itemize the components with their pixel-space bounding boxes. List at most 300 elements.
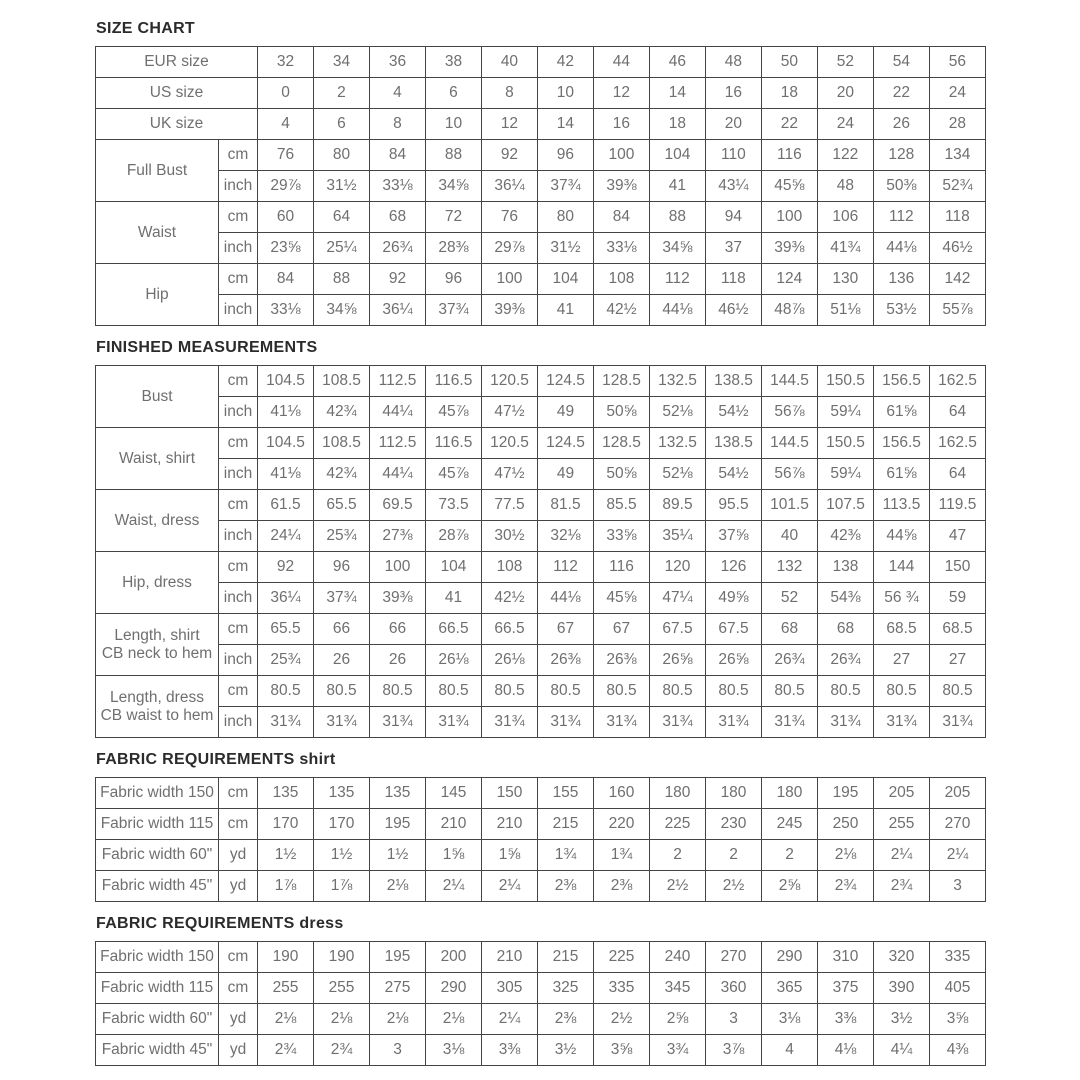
value-cell: 10 <box>425 109 481 140</box>
value-cell: 32⅛ <box>538 521 594 552</box>
value-cell: 80.5 <box>258 676 314 707</box>
section-title-fabric-requirements-dress: FABRIC REQUIREMENTS dress <box>96 915 344 932</box>
table-row <box>96 521 986 552</box>
unit-cell: yd <box>219 871 258 902</box>
value-cell: 49 <box>538 397 594 428</box>
value-cell: 2⅛ <box>258 1004 314 1035</box>
value-cell: 96 <box>425 264 481 295</box>
unit-cell: yd <box>219 840 258 871</box>
value-cell: 205 <box>930 778 986 809</box>
value-cell: 54½ <box>706 397 762 428</box>
row-label-cell: Waist <box>96 202 219 264</box>
table-row <box>96 47 986 78</box>
value-cell: 41 <box>426 583 482 614</box>
value-cell: 26¾ <box>369 233 425 264</box>
value-cell: 41⅛ <box>258 459 314 490</box>
value-cell: 112.5 <box>370 428 426 459</box>
value-cell: 72 <box>425 202 481 233</box>
value-cell: 225 <box>594 942 650 973</box>
value-cell: 3⅝ <box>594 1035 650 1066</box>
value-cell: 27 <box>874 645 930 676</box>
value-cell: 20 <box>817 78 873 109</box>
table-row <box>96 1004 986 1035</box>
value-cell: 40 <box>481 47 537 78</box>
value-cell: 40 <box>762 521 818 552</box>
value-cell: 2¾ <box>258 1035 314 1066</box>
value-cell: 68 <box>369 202 425 233</box>
value-cell: 120 <box>650 552 706 583</box>
value-cell: 76 <box>258 140 314 171</box>
value-cell: 52¾ <box>929 171 985 202</box>
value-cell: 156.5 <box>874 428 930 459</box>
value-cell: 95.5 <box>706 490 762 521</box>
value-cell: 120.5 <box>482 366 538 397</box>
value-cell: 3½ <box>538 1035 594 1066</box>
unit-cell: cm <box>219 778 258 809</box>
value-cell: 33⅛ <box>369 171 425 202</box>
value-cell: 270 <box>706 942 762 973</box>
value-cell: 255 <box>258 973 314 1004</box>
value-cell: 142 <box>929 264 985 295</box>
value-cell: 4 <box>762 1035 818 1066</box>
value-cell: 96 <box>537 140 593 171</box>
value-cell: 138.5 <box>706 428 762 459</box>
value-cell: 124 <box>761 264 817 295</box>
value-cell: 31¾ <box>258 707 314 738</box>
value-cell: 45⅞ <box>426 459 482 490</box>
value-cell: 2⅛ <box>314 1004 370 1035</box>
value-cell: 104.5 <box>258 366 314 397</box>
table-row <box>96 614 986 645</box>
value-cell: 53½ <box>873 295 929 326</box>
value-cell: 80.5 <box>706 676 762 707</box>
value-cell: 130 <box>817 264 873 295</box>
row-label-cell: Waist, shirt <box>96 428 219 490</box>
value-cell: 1⅝ <box>482 840 538 871</box>
table-row <box>96 78 986 109</box>
value-cell: 3 <box>706 1004 762 1035</box>
value-cell: 42⅜ <box>818 521 874 552</box>
value-cell: 64 <box>930 459 986 490</box>
table-row <box>96 109 986 140</box>
value-cell: 25¼ <box>314 233 370 264</box>
row-label-cell: Fabric width 60" <box>96 840 219 871</box>
value-cell: 1¾ <box>594 840 650 871</box>
value-cell: 104 <box>649 140 705 171</box>
section-fabric-requirements-shirt <box>95 751 986 902</box>
value-cell: 210 <box>482 942 538 973</box>
row-label-cell: Bust <box>96 366 219 428</box>
value-cell: 34⅝ <box>425 171 481 202</box>
table-row <box>96 1035 986 1066</box>
value-cell: 1⅝ <box>426 840 482 871</box>
value-cell: 2¾ <box>874 871 930 902</box>
value-cell: 375 <box>818 973 874 1004</box>
value-cell: 100 <box>761 202 817 233</box>
value-cell: 220 <box>594 809 650 840</box>
unit-cell: cm <box>219 202 258 233</box>
value-cell: 2¾ <box>314 1035 370 1066</box>
value-cell: 42 <box>537 47 593 78</box>
value-cell: 26⅝ <box>706 645 762 676</box>
value-cell: 42¾ <box>314 397 370 428</box>
value-cell: 135 <box>370 778 426 809</box>
value-cell: 2¼ <box>930 840 986 871</box>
value-cell: 390 <box>874 973 930 1004</box>
value-cell: 80.5 <box>874 676 930 707</box>
value-cell: 45⅝ <box>594 583 650 614</box>
row-label-cell: Full Bust <box>96 140 219 202</box>
value-cell: 4 <box>369 78 425 109</box>
value-cell: 2½ <box>594 1004 650 1035</box>
value-cell: 195 <box>818 778 874 809</box>
row-label-cell: Fabric width 45" <box>96 1035 219 1066</box>
value-cell: 108.5 <box>314 366 370 397</box>
row-label-cell: US size <box>96 78 258 109</box>
value-cell: 1⅞ <box>258 871 314 902</box>
value-cell: 45⅝ <box>761 171 817 202</box>
unit-cell: inch <box>219 295 258 326</box>
value-cell: 14 <box>649 78 705 109</box>
value-cell: 112 <box>538 552 594 583</box>
value-cell: 50⅝ <box>594 397 650 428</box>
value-cell: 107.5 <box>818 490 874 521</box>
value-cell: 24 <box>817 109 873 140</box>
value-cell: 124.5 <box>538 366 594 397</box>
value-cell: 134 <box>929 140 985 171</box>
value-cell: 290 <box>762 942 818 973</box>
value-cell: 80.5 <box>426 676 482 707</box>
unit-cell: cm <box>219 676 258 707</box>
value-cell: 26⅜ <box>538 645 594 676</box>
value-cell: 39⅜ <box>761 233 817 264</box>
table-row <box>96 809 986 840</box>
unit-cell: inch <box>219 397 258 428</box>
value-cell: 144.5 <box>762 428 818 459</box>
value-cell: 36¼ <box>481 171 537 202</box>
value-cell: 50⅝ <box>594 459 650 490</box>
value-cell: 31¾ <box>818 707 874 738</box>
value-cell: 6 <box>425 78 481 109</box>
value-cell: 205 <box>874 778 930 809</box>
value-cell: 26⅜ <box>594 645 650 676</box>
value-cell: 37¾ <box>425 295 481 326</box>
value-cell: 2⅛ <box>818 840 874 871</box>
value-cell: 68 <box>818 614 874 645</box>
value-cell: 1½ <box>370 840 426 871</box>
value-cell: 31¾ <box>370 707 426 738</box>
value-cell: 36¼ <box>369 295 425 326</box>
value-cell: 136 <box>873 264 929 295</box>
value-cell: 41 <box>537 295 593 326</box>
value-cell: 3⅛ <box>762 1004 818 1035</box>
value-cell: 80.5 <box>650 676 706 707</box>
value-cell: 31¾ <box>314 707 370 738</box>
value-cell: 144.5 <box>762 366 818 397</box>
value-cell: 128.5 <box>594 428 650 459</box>
value-cell: 3⅝ <box>930 1004 986 1035</box>
value-cell: 28 <box>929 109 985 140</box>
value-cell: 84 <box>593 202 649 233</box>
value-cell: 6 <box>314 109 370 140</box>
value-cell: 116 <box>594 552 650 583</box>
value-cell: 52 <box>762 583 818 614</box>
value-cell: 39⅜ <box>481 295 537 326</box>
value-cell: 42¾ <box>314 459 370 490</box>
value-cell: 26¾ <box>818 645 874 676</box>
value-cell: 2⅝ <box>650 1004 706 1035</box>
value-cell: 44⅛ <box>873 233 929 264</box>
value-cell: 100 <box>370 552 426 583</box>
value-cell: 145 <box>426 778 482 809</box>
value-cell: 39⅜ <box>370 583 426 614</box>
value-cell: 31¾ <box>706 707 762 738</box>
value-cell: 26 <box>873 109 929 140</box>
value-cell: 67 <box>538 614 594 645</box>
row-label-cell: Fabric width 115 <box>96 973 219 1004</box>
value-cell: 88 <box>425 140 481 171</box>
value-cell: 345 <box>650 973 706 1004</box>
value-cell: 31¾ <box>594 707 650 738</box>
value-cell: 156.5 <box>874 366 930 397</box>
value-cell: 31¾ <box>874 707 930 738</box>
value-cell: 14 <box>537 109 593 140</box>
value-cell: 4⅜ <box>930 1035 986 1066</box>
value-cell: 61.5 <box>258 490 314 521</box>
value-cell: 37 <box>705 233 761 264</box>
section-title-size-chart: SIZE CHART <box>96 20 195 37</box>
value-cell: 60 <box>258 202 314 233</box>
table-row <box>96 264 986 295</box>
value-cell: 47½ <box>482 459 538 490</box>
value-cell: 28⅞ <box>426 521 482 552</box>
value-cell: 113.5 <box>874 490 930 521</box>
value-cell: 49 <box>538 459 594 490</box>
value-cell: 135 <box>258 778 314 809</box>
value-cell: 37⅝ <box>706 521 762 552</box>
value-cell: 23⅝ <box>258 233 314 264</box>
value-cell: 405 <box>930 973 986 1004</box>
section-title-fabric-requirements-shirt: FABRIC REQUIREMENTS shirt <box>96 751 336 768</box>
row-label-cell: Hip <box>96 264 219 326</box>
unit-cell: inch <box>219 521 258 552</box>
value-cell: 270 <box>930 809 986 840</box>
value-cell: 150.5 <box>818 366 874 397</box>
unit-cell: inch <box>219 233 258 264</box>
row-label-cell: Fabric width 45" <box>96 871 219 902</box>
value-cell: 88 <box>649 202 705 233</box>
fabric-requirements-shirt-table <box>95 777 986 902</box>
value-cell: 68.5 <box>874 614 930 645</box>
table-row <box>96 171 986 202</box>
table-row <box>96 295 986 326</box>
value-cell: 325 <box>538 973 594 1004</box>
value-cell: 36¼ <box>258 583 314 614</box>
value-cell: 26⅛ <box>482 645 538 676</box>
row-label-cell: Length, shirt CB neck to hem <box>96 614 219 676</box>
value-cell: 2¼ <box>482 871 538 902</box>
value-cell: 92 <box>481 140 537 171</box>
value-cell: 335 <box>594 973 650 1004</box>
value-cell: 24 <box>929 78 985 109</box>
value-cell: 68 <box>762 614 818 645</box>
value-cell: 255 <box>314 973 370 1004</box>
value-cell: 118 <box>705 264 761 295</box>
value-cell: 170 <box>314 809 370 840</box>
value-cell: 29⅞ <box>481 233 537 264</box>
value-cell: 120.5 <box>482 428 538 459</box>
value-cell: 31¾ <box>650 707 706 738</box>
value-cell: 104 <box>537 264 593 295</box>
value-cell: 56 <box>929 47 985 78</box>
value-cell: 2⅝ <box>762 871 818 902</box>
value-cell: 47½ <box>482 397 538 428</box>
value-cell: 150 <box>930 552 986 583</box>
unit-cell: inch <box>219 707 258 738</box>
value-cell: 77.5 <box>482 490 538 521</box>
value-cell: 230 <box>706 809 762 840</box>
value-cell: 31¾ <box>482 707 538 738</box>
value-cell: 22 <box>873 78 929 109</box>
value-cell: 100 <box>593 140 649 171</box>
value-cell: 138.5 <box>706 366 762 397</box>
value-cell: 89.5 <box>650 490 706 521</box>
value-cell: 80.5 <box>482 676 538 707</box>
value-cell: 132.5 <box>650 366 706 397</box>
value-cell: 112 <box>873 202 929 233</box>
table-row <box>96 202 986 233</box>
value-cell: 96 <box>314 552 370 583</box>
value-cell: 2¼ <box>482 1004 538 1035</box>
value-cell: 42½ <box>482 583 538 614</box>
row-label-cell: Length, dress CB waist to hem <box>96 676 219 738</box>
value-cell: 132 <box>762 552 818 583</box>
value-cell: 305 <box>482 973 538 1004</box>
value-cell: 26 <box>370 645 426 676</box>
size-chart-table <box>95 46 986 326</box>
value-cell: 138 <box>818 552 874 583</box>
value-cell: 250 <box>818 809 874 840</box>
row-label-cell: Hip, dress <box>96 552 219 614</box>
value-cell: 118 <box>929 202 985 233</box>
value-cell: 180 <box>762 778 818 809</box>
value-cell: 8 <box>369 109 425 140</box>
value-cell: 2¼ <box>874 840 930 871</box>
value-cell: 210 <box>426 809 482 840</box>
value-cell: 33⅛ <box>593 233 649 264</box>
value-cell: 3¾ <box>650 1035 706 1066</box>
value-cell: 12 <box>481 109 537 140</box>
value-cell: 3⅞ <box>706 1035 762 1066</box>
value-cell: 44¼ <box>370 397 426 428</box>
value-cell: 3⅛ <box>426 1035 482 1066</box>
value-cell: 108 <box>593 264 649 295</box>
value-cell: 50 <box>761 47 817 78</box>
value-cell: 110 <box>705 140 761 171</box>
table-row <box>96 140 986 171</box>
value-cell: 88 <box>314 264 370 295</box>
value-cell: 48⅞ <box>761 295 817 326</box>
value-cell: 360 <box>706 973 762 1004</box>
value-cell: 112.5 <box>370 366 426 397</box>
value-cell: 18 <box>649 109 705 140</box>
value-cell: 4 <box>258 109 314 140</box>
table-row <box>96 428 986 459</box>
value-cell: 162.5 <box>930 428 986 459</box>
value-cell: 80 <box>537 202 593 233</box>
table-row <box>96 840 986 871</box>
value-cell: 80.5 <box>762 676 818 707</box>
value-cell: 46 <box>649 47 705 78</box>
unit-cell: cm <box>219 809 258 840</box>
value-cell: 37¾ <box>314 583 370 614</box>
value-cell: 210 <box>482 809 538 840</box>
value-cell: 56⅞ <box>762 459 818 490</box>
unit-cell: cm <box>219 490 258 521</box>
value-cell: 180 <box>650 778 706 809</box>
value-cell: 25¾ <box>258 645 314 676</box>
section-finished-measurements <box>95 339 986 738</box>
table-row <box>96 973 986 1004</box>
unit-cell: inch <box>219 171 258 202</box>
value-cell: 3½ <box>874 1004 930 1035</box>
value-cell: 34 <box>314 47 370 78</box>
value-cell: 122 <box>817 140 873 171</box>
value-cell: 225 <box>650 809 706 840</box>
value-cell: 10 <box>537 78 593 109</box>
value-cell: 310 <box>818 942 874 973</box>
value-cell: 26 <box>314 645 370 676</box>
value-cell: 124.5 <box>538 428 594 459</box>
value-cell: 80.5 <box>538 676 594 707</box>
value-cell: 39⅜ <box>593 171 649 202</box>
value-cell: 69.5 <box>370 490 426 521</box>
value-cell: 2⅛ <box>426 1004 482 1035</box>
section-fabric-requirements-dress <box>95 915 986 1066</box>
value-cell: 64 <box>930 397 986 428</box>
value-cell: 1¾ <box>538 840 594 871</box>
value-cell: 29⅞ <box>258 171 314 202</box>
row-label-cell: Fabric width 115 <box>96 809 219 840</box>
value-cell: 128 <box>873 140 929 171</box>
value-cell: 108.5 <box>314 428 370 459</box>
value-cell: 44⅝ <box>874 521 930 552</box>
table-row <box>96 366 986 397</box>
value-cell: 195 <box>370 942 426 973</box>
row-label-cell: Waist, dress <box>96 490 219 552</box>
table-row <box>96 871 986 902</box>
fabric-requirements-dress-table <box>95 941 986 1066</box>
value-cell: 46½ <box>929 233 985 264</box>
value-cell: 80.5 <box>930 676 986 707</box>
value-cell: 2 <box>762 840 818 871</box>
value-cell: 4¼ <box>874 1035 930 1066</box>
value-cell: 2 <box>706 840 762 871</box>
unit-cell: yd <box>219 1035 258 1066</box>
value-cell: 104.5 <box>258 428 314 459</box>
value-cell: 2½ <box>650 871 706 902</box>
value-cell: 37¾ <box>537 171 593 202</box>
value-cell: 65.5 <box>258 614 314 645</box>
value-cell: 66 <box>314 614 370 645</box>
table-row <box>96 397 986 428</box>
table-row <box>96 942 986 973</box>
unit-cell: cm <box>219 552 258 583</box>
value-cell: 26⅛ <box>426 645 482 676</box>
row-label-cell: Fabric width 150 <box>96 942 219 973</box>
row-label-cell: Fabric width 60" <box>96 1004 219 1035</box>
value-cell: 0 <box>258 78 314 109</box>
